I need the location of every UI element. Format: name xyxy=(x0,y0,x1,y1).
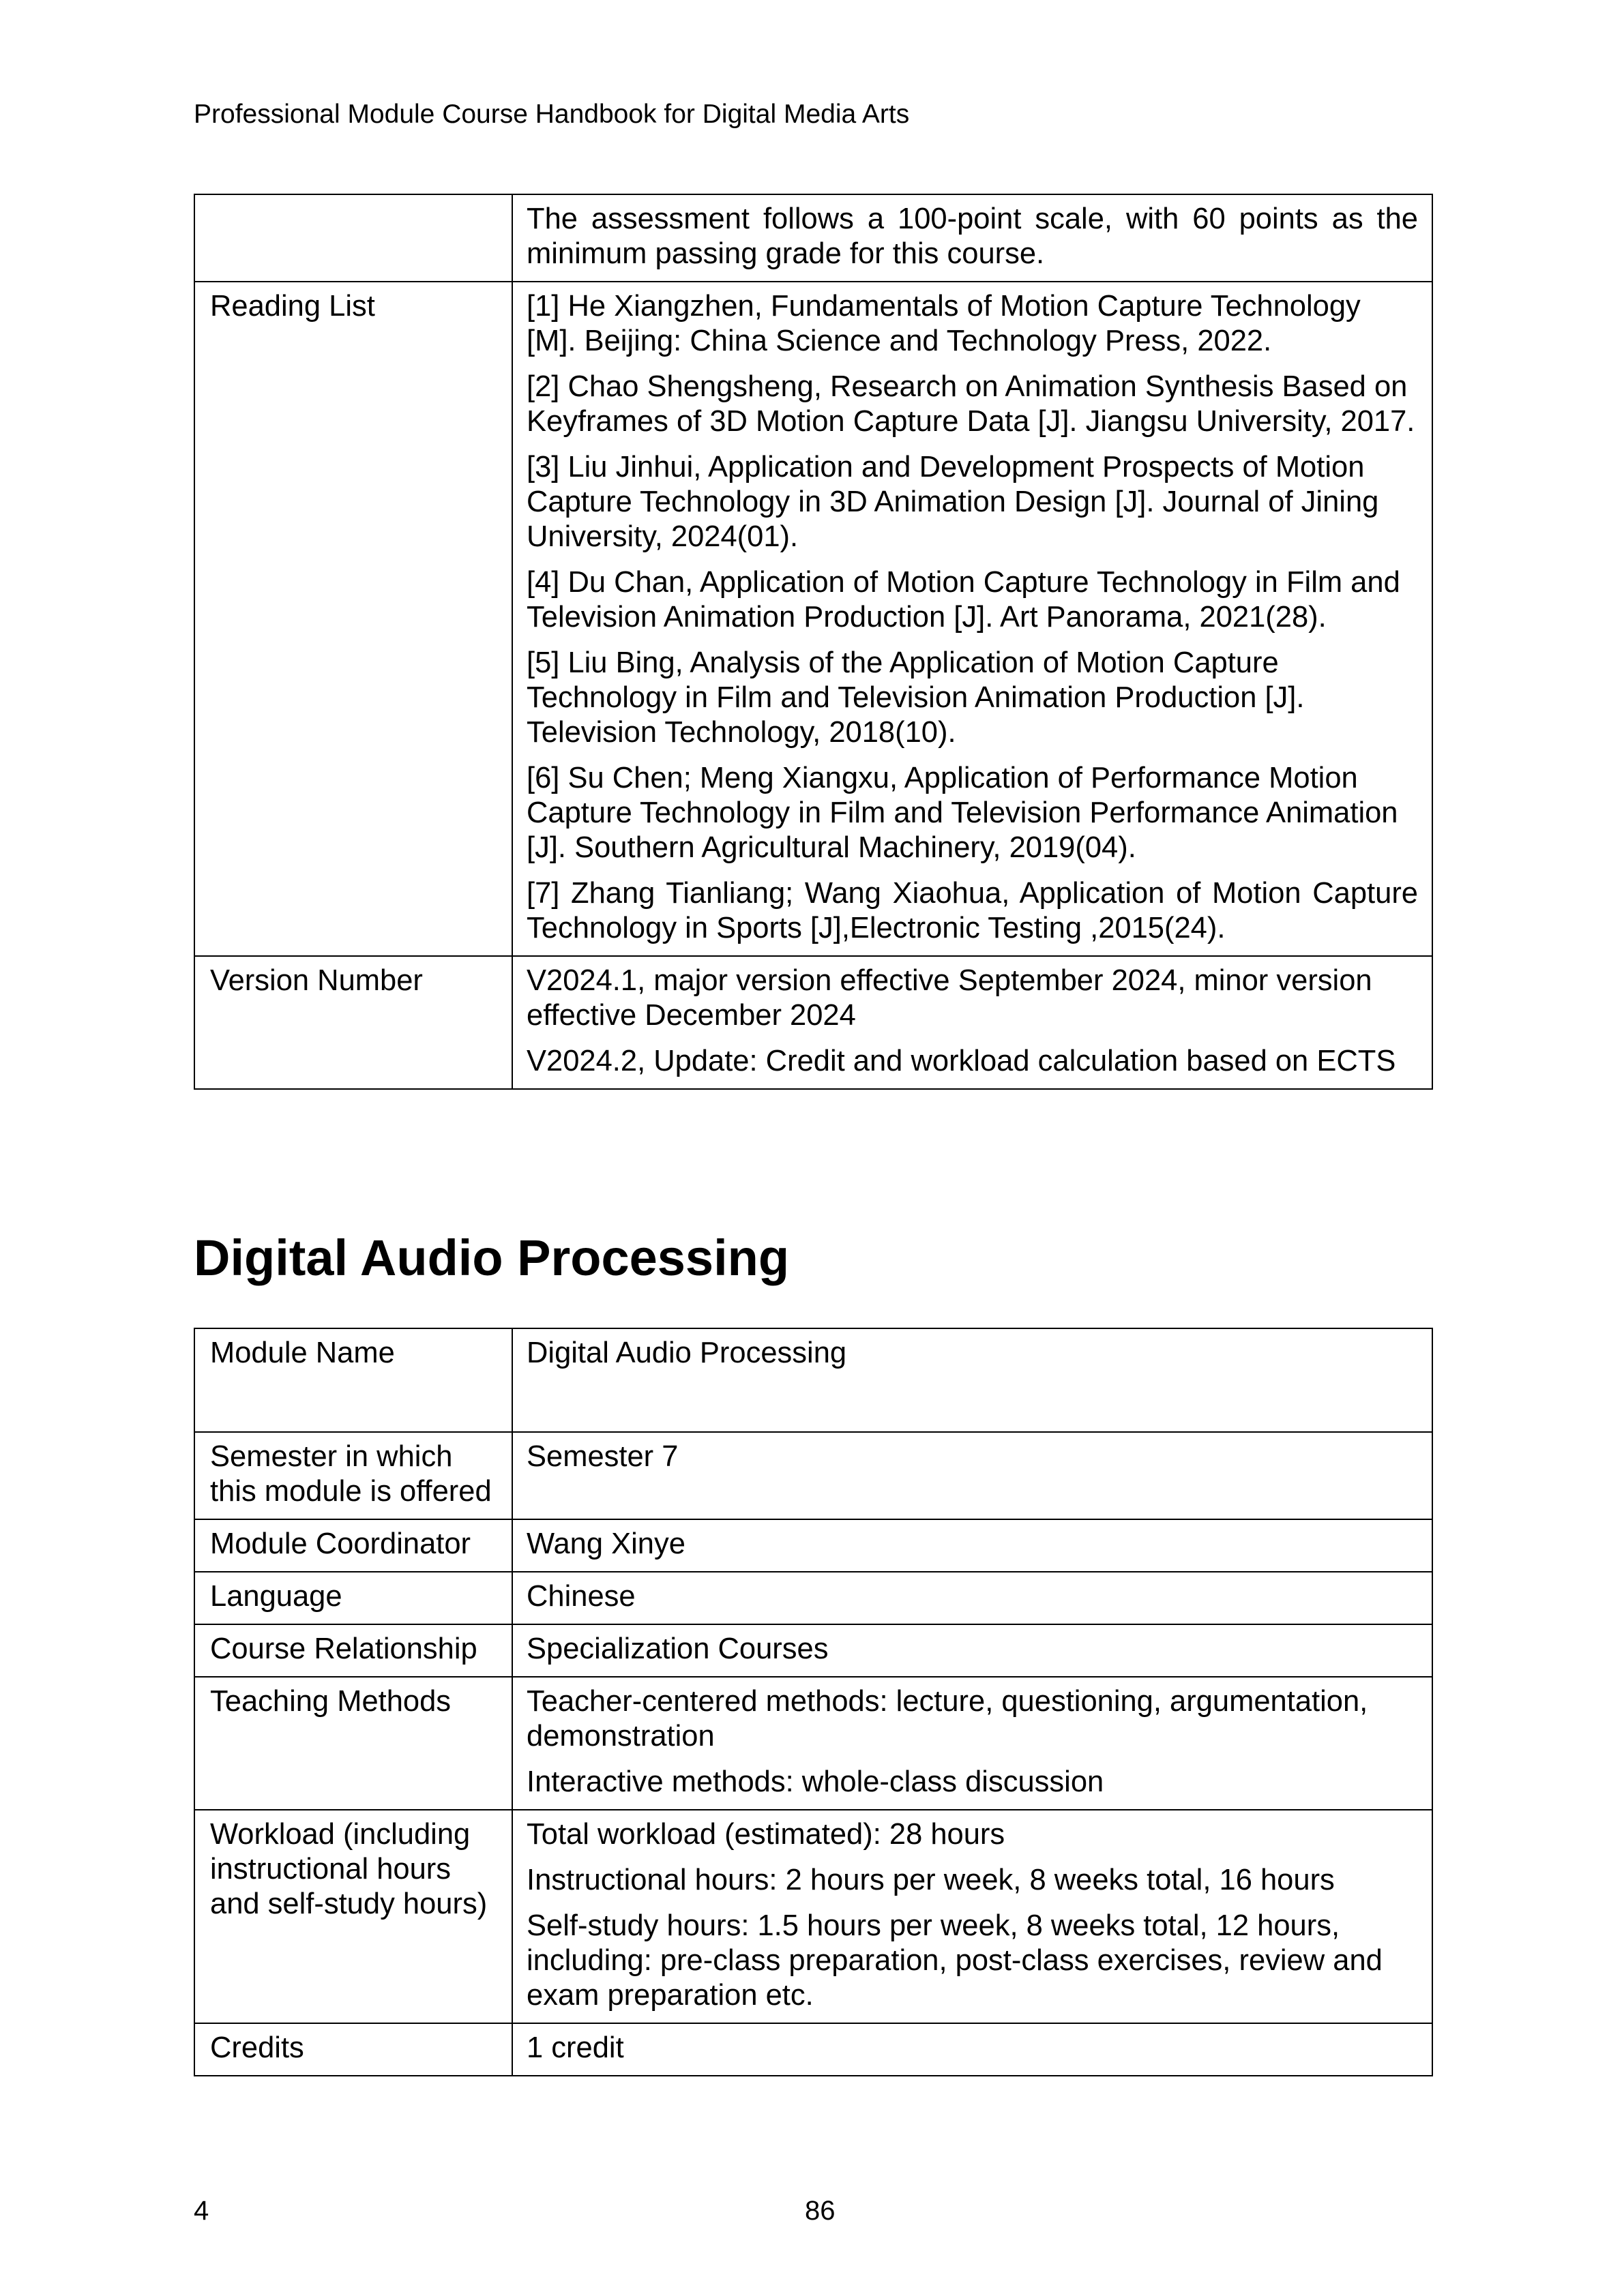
credits-row xyxy=(194,2023,1432,2076)
row-label: Workload (including instructional hours and self-study hours) xyxy=(194,1810,512,2023)
version-label: Version Number xyxy=(194,956,512,1089)
row-value-line: Chinese xyxy=(527,1580,636,1613)
version-row xyxy=(194,956,1432,1089)
semester-row xyxy=(194,1432,1432,1519)
continued-module-table xyxy=(194,194,1433,1090)
reading-list-item: [3] Liu Jinhui, Application and Development Prospects of Motion Capture Technology in 3D Animation Design [J]. Journal of Jining University, 2024(01). xyxy=(527,451,1379,553)
course-relationship-row xyxy=(194,1624,1432,1677)
reading-list-item: [4] Du Chan, Application of Motion Capture Technology in Film and Television Animation Production [J]. Art Panorama, 2021(28). xyxy=(527,566,1400,633)
workload-row xyxy=(194,1810,1432,2023)
teaching-methods-row xyxy=(194,1677,1432,1810)
row-label: Module Coordinator xyxy=(194,1519,512,1572)
row-value-line: Digital Audio Processing xyxy=(527,1337,847,1369)
reading-list-items xyxy=(512,282,1432,956)
reading-list-item: [1] He Xiangzhen, Fundamentals of Motion Capture Technology [M]. Beijing: China Science and Technology Press, 2022. xyxy=(527,290,1361,357)
reading-list-item: [5] Liu Bing, Analysis of the Application of Motion Capture Technology in Film and Television Animation Production [J]. Television Technology, 2018(10). xyxy=(527,646,1305,749)
row-value-line: Interactive methods: whole-class discussion xyxy=(527,1765,1104,1798)
row-value-line: Specialization Courses xyxy=(527,1632,829,1665)
reading-list-row xyxy=(194,282,1432,956)
assessment-value-cell xyxy=(512,194,1432,282)
row-value xyxy=(512,1328,1432,1432)
running-header: Professional Module Course Handbook for Digital Media Arts xyxy=(194,100,910,129)
row-value xyxy=(512,1810,1432,2023)
row-value xyxy=(512,1432,1432,1519)
assessment-note: The assessment follows a 100-point scale, with 60 points as the minimum passing grade for this course. xyxy=(527,203,1418,270)
coordinator-row xyxy=(194,1519,1432,1572)
version-line: V2024.1, major version effective September 2024, minor version effective December 2024 xyxy=(527,964,1372,1032)
row-value xyxy=(512,2023,1432,2076)
row-value-line: 1 credit xyxy=(527,2031,624,2064)
row-label: Semester in which this module is offered xyxy=(194,1432,512,1519)
reading-list-item: [2] Chao Shengsheng, Research on Animation Synthesis Based on Keyframes of 3D Motion Capture Data [J]. Jiangsu University, 2017. xyxy=(527,370,1415,438)
row-label: Credits xyxy=(194,2023,512,2076)
row-label: Module Name xyxy=(194,1328,512,1432)
row-label: Teaching Methods xyxy=(194,1677,512,1810)
row-value xyxy=(512,1519,1432,1572)
row-value-line: Self-study hours: 1.5 hours per week, 8 weeks total, 12 hours, including: pre-class preparation, post-class exercises, review and exam preparation etc. xyxy=(527,1909,1383,2012)
version-values xyxy=(512,956,1432,1089)
row-value-line: Teacher-centered methods: lecture, questioning, argumentation, demonstration xyxy=(527,1685,1368,1753)
row-value-line: Instructional hours: 2 hours per week, 8 weeks total, 16 hours xyxy=(527,1864,1335,1896)
assessment-label-cell xyxy=(194,194,512,282)
row-value-line: Semester 7 xyxy=(527,1440,679,1473)
footer-number: 4 xyxy=(194,2196,209,2226)
reading-list-label: Reading List xyxy=(194,282,512,956)
module-info-table xyxy=(194,1328,1433,2076)
assessment-row xyxy=(194,194,1432,282)
page-number: 86 xyxy=(805,2196,836,2226)
row-value xyxy=(512,1624,1432,1677)
row-value xyxy=(512,1677,1432,1810)
row-value-line: Wang Xinye xyxy=(527,1527,685,1560)
reading-list-item: [7] Zhang Tianliang; Wang Xiaohua, Application of Motion Capture Technology in Sports [J],Electronic Testing ,2015(24). xyxy=(527,877,1418,944)
section-title: Digital Audio Processing xyxy=(194,1229,790,1286)
language-row xyxy=(194,1572,1432,1624)
row-label: Course Relationship xyxy=(194,1624,512,1677)
module-name-row xyxy=(194,1328,1432,1432)
row-value xyxy=(512,1572,1432,1624)
row-label: Language xyxy=(194,1572,512,1624)
row-value-line: Total workload (estimated): 28 hours xyxy=(527,1818,1005,1851)
version-line: V2024.2, Update: Credit and workload calculation based on ECTS xyxy=(527,1045,1396,1077)
reading-list-item: [6] Su Chen; Meng Xiangxu, Application of Performance Motion Capture Technology in Film and Television Performance Animation [J]. Southern Agricultural Machinery, 2019(04). xyxy=(527,762,1398,864)
